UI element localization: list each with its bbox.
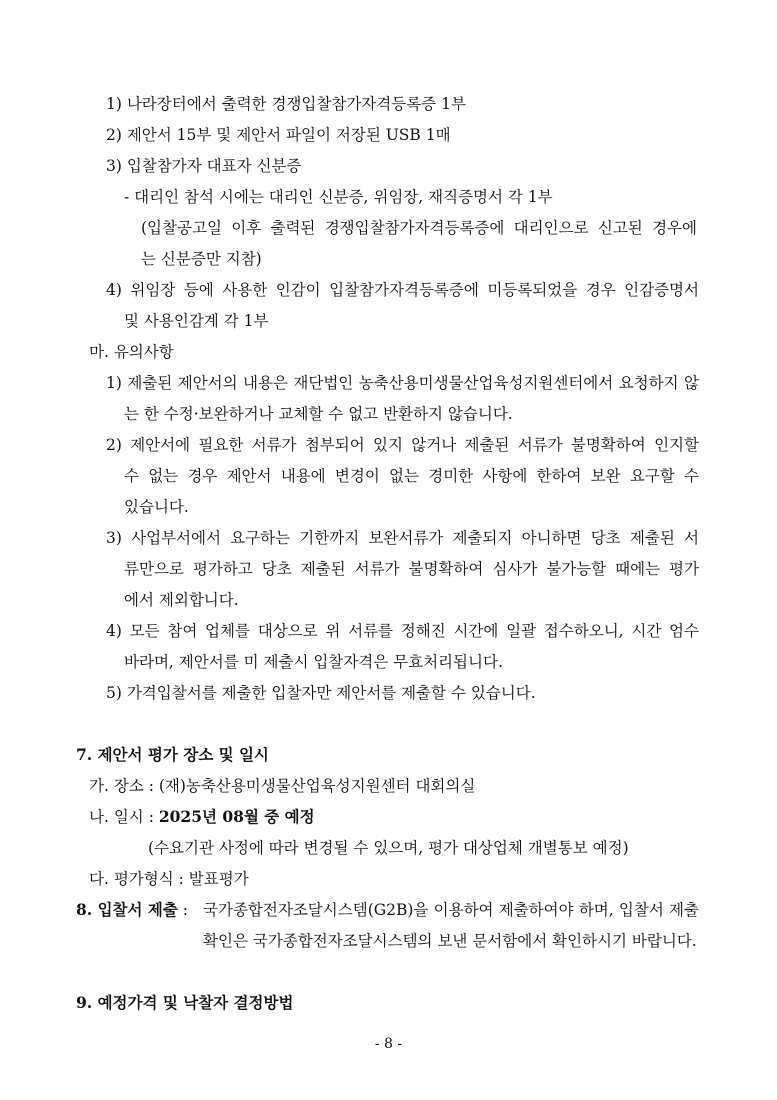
attachment-item-2: 2) 제안서 15부 및 제안서 파일이 저장된 USB 1매 [106, 126, 451, 144]
caution-5: 5) 가격입찰서를 제출한 입찰자만 제안서를 제출할 수 있습니다. [106, 684, 536, 702]
section-8-title: 8. 입찰서 제출 [76, 900, 178, 919]
cautions-heading: 마. 유의사항 [89, 343, 174, 361]
section-8-text-cont: 확인은 국가종합전자조달시스템의 보낸 문서함에서 확인하시기 바랍니다. [203, 932, 697, 950]
caution-2: 2) 제안서에 필요한 서류가 첨부되어 있지 않거나 제출된 서류가 불명확하여 인지할 [106, 436, 699, 454]
attachment-item-3-note-cont: 는 신분증만 지참) [141, 250, 262, 268]
caution-1-cont: 는 한 수정·보완하거나 교체할 수 없고 반환하지 않습니다. [124, 405, 513, 423]
evaluation-date [89, 807, 315, 827]
evaluation-format: 다. 평가형식 : 발표평가 [89, 870, 249, 888]
attachment-item-4: 4) 위임장 등에 사용한 인감이 입찰참가자격등록증에 미등록되었을 경우 인감증명서 [106, 281, 699, 299]
evaluation-date-label: 나. 일시 : [89, 808, 159, 826]
caution-4-cont: 바라며, 제안서를 미 제출시 입찰자격은 무효처리됩니다. [124, 653, 503, 671]
section-7-title: 7. 제안서 평가 장소 및 일시 [76, 745, 269, 764]
attachment-item-3: 3) 입찰참가자 대표자 신분증 [106, 157, 302, 175]
section-8-text: 국가종합전자조달시스템(G2B)을 이용하여 제출하여야 하며, 입찰서 제출 [203, 901, 699, 919]
caution-3: 3) 사업부서에서 요구하는 기한까지 보완서류가 제출되지 아니하면 당초 제출된 서 [106, 529, 699, 547]
evaluation-date-note: (수요기관 사정에 따라 변경될 수 있으며, 평가 대상업체 개별통보 예정) [148, 839, 629, 857]
caution-4: 4) 모든 참여 업체를 대상으로 위 서류를 정해진 시간에 일괄 접수하오니, 시간 엄수 [106, 622, 699, 640]
caution-1: 1) 제출된 제안서의 내용은 재단법인 농축산용미생물산업육성지원센터에서 요청하지 않 [106, 374, 699, 392]
caution-2-end: 있습니다. [124, 498, 189, 516]
evaluation-date-value: 2025년 08월 중 예정 [158, 807, 315, 826]
caution-2-cont: 수 없는 경우 제안서 내용에 변경이 없는 경미한 사항에 한하여 보완 요구할 수 [124, 467, 699, 485]
attachment-item-1: 1) 나라장터에서 출력한 경쟁입찰참가자격등록증 1부 [106, 95, 466, 113]
evaluation-place: 가. 장소 : (재)농축산용미생물산업육성지원센터 대회의실 [89, 777, 476, 795]
caution-3-end: 에서 제외합니다. [124, 591, 239, 609]
attachment-item-3-sub: - 대리인 참석 시에는 대리인 신분증, 위임장, 재직증명서 각 1부 [124, 188, 553, 206]
attachment-item-3-note: (입찰공고일 이후 출력된 경쟁입찰참가자격등록증에 대리인으로 신고된 경우에 [141, 219, 697, 237]
caution-3-cont: 류만으로 평가하고 당초 제출된 서류가 불명확하여 심사가 불가능할 때에는 평가 [124, 560, 699, 578]
page-number: - 8 - [374, 1036, 403, 1052]
section-9-title: 9. 예정가격 및 낙찰자 결정방법 [76, 993, 294, 1012]
attachment-item-4-cont: 및 사용인감계 각 1부 [124, 312, 269, 330]
section-8-colon: : [177, 901, 188, 919]
